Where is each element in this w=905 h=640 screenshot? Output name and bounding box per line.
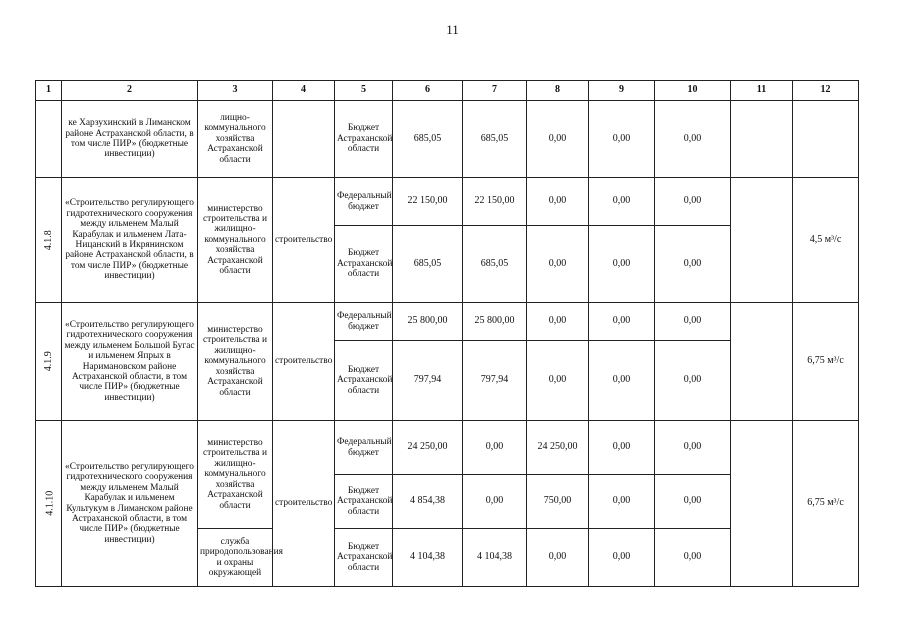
table-row — [36, 178, 859, 226]
value-cell: 0,00 — [463, 421, 527, 475]
work-type: строительство — [273, 421, 335, 587]
value-cell: 24 250,00 — [527, 421, 589, 475]
row-id: 4.1.8 — [42, 230, 54, 250]
funding-source: Федеральный бюджет — [335, 303, 393, 341]
col-header: 9 — [589, 81, 655, 101]
col-header: 6 — [393, 81, 463, 101]
value-cell: 4 104,38 — [393, 529, 463, 587]
funding-source: Бюджет Астраханской области — [335, 226, 393, 303]
value-cell: 0,00 — [589, 303, 655, 341]
table-row — [36, 421, 859, 475]
work-type: строительство — [273, 178, 335, 303]
row-id: 4.1.10 — [44, 491, 56, 516]
executor: министерство строительства и жилищно-коммунального хозяйства Астраханской области — [198, 178, 273, 303]
value-cell: 22 150,00 — [393, 178, 463, 226]
value-cell: 0,00 — [527, 529, 589, 587]
value-cell: 685,05 — [393, 226, 463, 303]
value-cell: 0,00 — [655, 341, 731, 421]
value-cell: 0,00 — [527, 303, 589, 341]
value-cell: 0,00 — [589, 529, 655, 587]
col-header: 8 — [527, 81, 589, 101]
value-cell: 0,00 — [589, 226, 655, 303]
value-cell: 0,00 — [527, 341, 589, 421]
value-cell: 4 104,38 — [463, 529, 527, 587]
col-header: 5 — [335, 81, 393, 101]
funding-source: Бюджет Астраханской области — [335, 341, 393, 421]
value-cell: 25 800,00 — [463, 303, 527, 341]
executor: лищно-коммунального хозяйства Астраханской области — [198, 101, 273, 178]
value-cell: 22 150,00 — [463, 178, 527, 226]
funding-source: Федеральный бюджет — [335, 421, 393, 475]
value-cell: 0,00 — [589, 101, 655, 178]
value-cell: 0,00 — [655, 475, 731, 529]
value-cell: 0,00 — [589, 341, 655, 421]
value-cell: 0,00 — [589, 178, 655, 226]
value-cell: 0,00 — [655, 101, 731, 178]
measure-name: «Строительство регулирующего гидротехнического сооружения между ильменем Малый Карабулак и ильменем Культукум в Лиманском районе Астраханской области, в том числе ПИР» (бюджетные инвестиции) — [62, 421, 198, 587]
value-cell: 685,05 — [463, 101, 527, 178]
col-header: 10 — [655, 81, 731, 101]
value-cell: 685,05 — [463, 226, 527, 303]
header-row — [36, 81, 859, 101]
col-header: 1 — [36, 81, 62, 101]
measure-name: «Строительство регулирующего гидротехнического сооружения между ильменем Малый Карабулак и ильменем Лата-Ницанский в Икрянинском районе Астраханской области, в том числе ПИР» (бюджетные инвестиции) — [62, 178, 198, 303]
value-cell: 0,00 — [527, 226, 589, 303]
executor: министерство строительства и жилищно-коммунального хозяйства Астраханской области — [198, 421, 273, 529]
result-value: 6,75 м³/с — [793, 303, 859, 421]
measure-name: «Строительство регулирующего гидротехнического сооружения между ильменем Большой Бугас и ильменем Япрых в Наримановском районе Астраханской области, в том числе ПИР» (бюджетные инвестиции) — [62, 303, 198, 421]
value-cell: 0,00 — [527, 101, 589, 178]
value-cell: 0,00 — [655, 529, 731, 587]
value-cell: 797,94 — [463, 341, 527, 421]
col-header: 7 — [463, 81, 527, 101]
funding-source: Бюджет Астраханской области — [335, 475, 393, 529]
executor: министерство строительства и жилищно-коммунального хозяйства Астраханской области — [198, 303, 273, 421]
value-cell: 0,00 — [589, 421, 655, 475]
col-header: 2 — [62, 81, 198, 101]
value-cell: 0,00 — [655, 226, 731, 303]
value-cell: 0,00 — [589, 475, 655, 529]
value-cell: 24 250,00 — [393, 421, 463, 475]
program-table — [35, 80, 859, 587]
value-cell: 0,00 — [655, 303, 731, 341]
col-header: 4 — [273, 81, 335, 101]
value-cell: 0,00 — [527, 178, 589, 226]
table-row — [36, 303, 859, 341]
page-number: 11 — [446, 22, 459, 37]
funding-source: Федеральный бюджет — [335, 178, 393, 226]
value-cell: 0,00 — [655, 178, 731, 226]
col-header: 12 — [793, 81, 859, 101]
measure-name: ке Харзухинский в Лиманском районе Астраханской области, в том числе ПИР» (бюджетные инвестиции) — [62, 101, 198, 178]
funding-source: Бюджет Астраханской области — [335, 101, 393, 178]
value-cell: 750,00 — [527, 475, 589, 529]
value-cell: 797,94 — [393, 341, 463, 421]
table-row — [36, 101, 859, 178]
col-header: 11 — [731, 81, 793, 101]
value-cell: 25 800,00 — [393, 303, 463, 341]
result-value: 6,75 м³/с — [793, 421, 859, 587]
col-header: 3 — [198, 81, 273, 101]
value-cell: 4 854,38 — [393, 475, 463, 529]
executor: служба природопользования и охраны окружающей — [198, 529, 273, 587]
value-cell: 685,05 — [393, 101, 463, 178]
funding-source: Бюджет Астраханской области — [335, 529, 393, 587]
row-id: 4.1.9 — [42, 351, 54, 372]
work-type: строительство — [273, 303, 335, 421]
value-cell: 0,00 — [655, 421, 731, 475]
value-cell: 0,00 — [463, 475, 527, 529]
result-value: 4,5 м³/с — [793, 178, 859, 303]
